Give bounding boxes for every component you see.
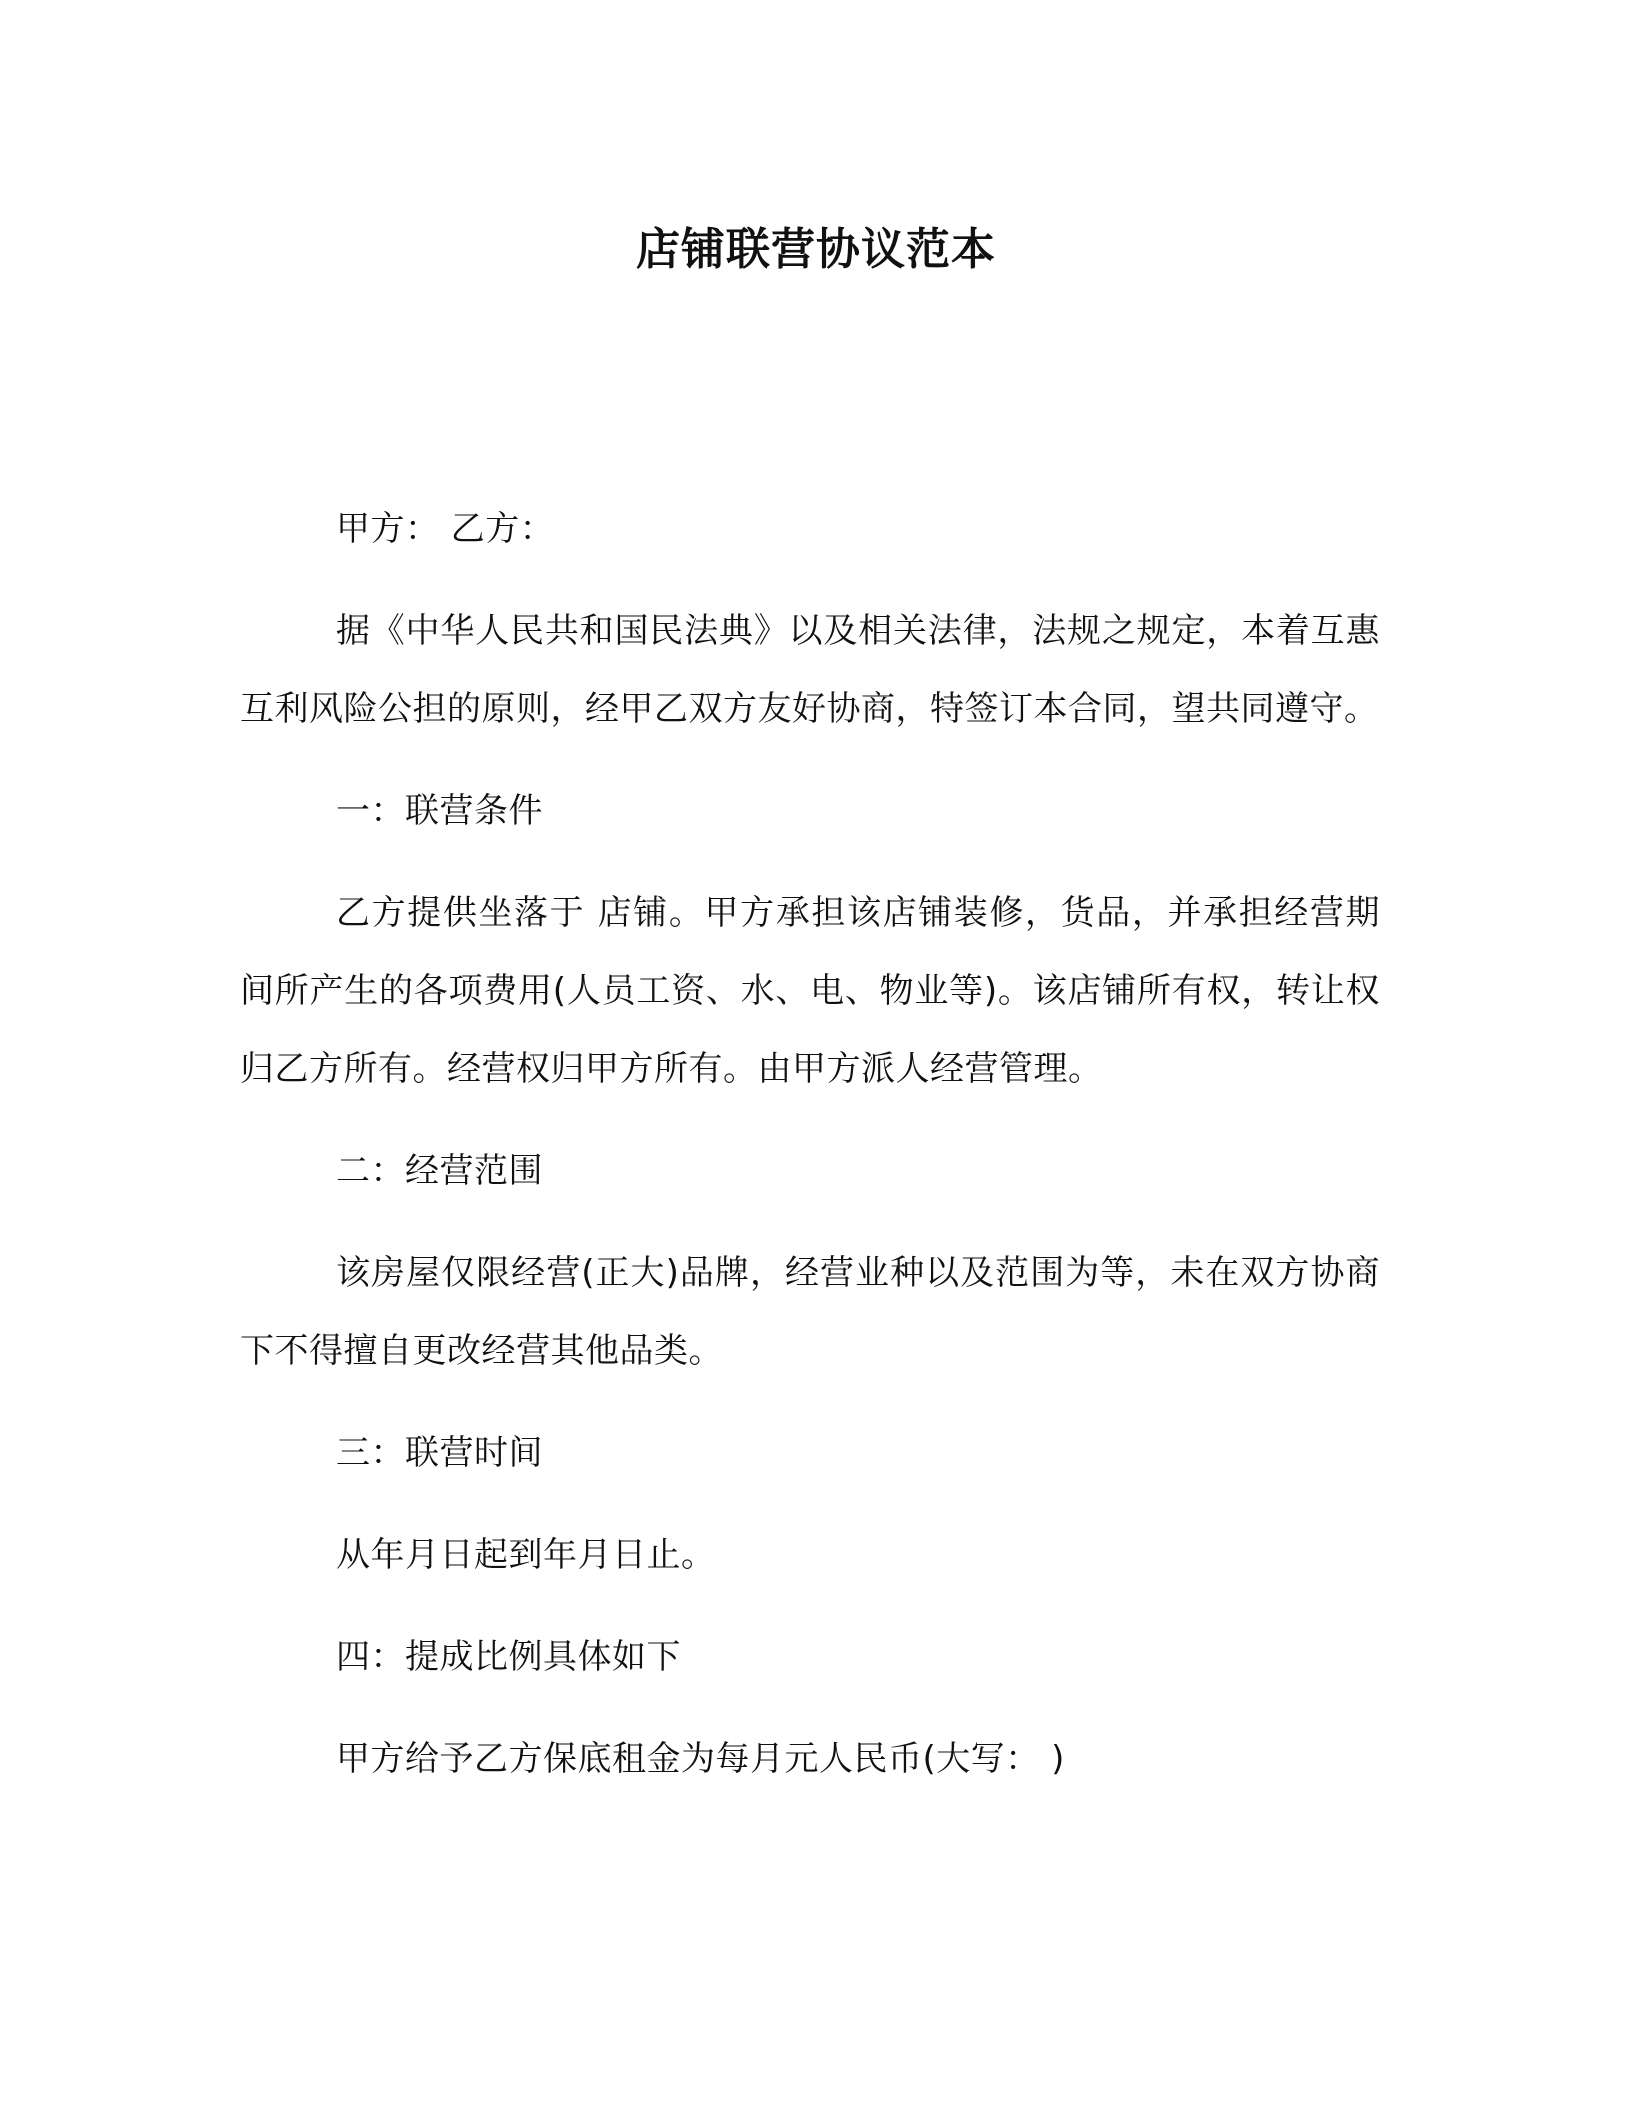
document-title: 店铺联营协议范本 (636, 224, 996, 275)
section-3-heading: 三：联营时间 (336, 1433, 543, 1473)
parties-line: 甲方： 乙方： (336, 509, 555, 549)
preamble-paragraph: 据《中华人民共和国民法典》以及相关法律，法规之规定，本着互惠互利风险公担的原则，经甲乙双方友好协商，特签订本合同，望共同遵守。 (240, 611, 1380, 729)
section-4-heading: 四：提成比例具体如下 (336, 1637, 681, 1677)
document-body (240, 490, 1380, 1822)
section-1-heading: 一：联营条件 (336, 791, 543, 831)
section-3-paragraph: 从年月日起到年月日止。 (336, 1535, 716, 1575)
section-2-paragraph: 该房屋仅限经营(正大)品牌，经营业种以及范围为等，未在双方协商下不得擅自更改经营其他品类。 (240, 1253, 1380, 1371)
section-2-heading: 二：经营范围 (336, 1151, 543, 1191)
section-4-paragraph: 甲方给予乙方保底租金为每月元人民币(大写： ) (336, 1739, 1065, 1779)
section-1-paragraph: 乙方提供坐落于 店铺。甲方承担该店铺装修，货品，并承担经营期间所产生的各项费用(人员工资、水、电、物业等)。该店铺所有权，转让权归乙方所有。经营权归甲方所有。由甲方派人经营管理。 (240, 893, 1380, 1089)
